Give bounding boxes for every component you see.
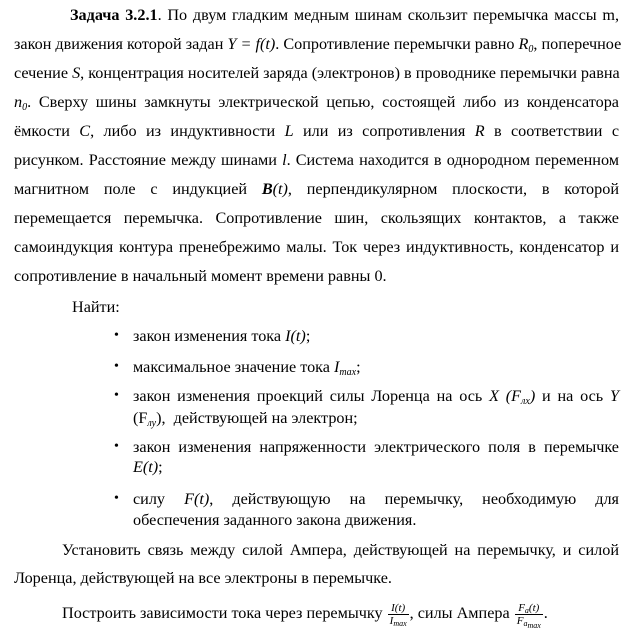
find-item-electric-field-cont: E(t); <box>133 458 163 476</box>
task-line-3: сечение S, концентрация носителей заряда (электронов) в проводнике перемычки равна <box>14 64 620 82</box>
task-line-5: ёмкости C, либо из индуктивности L или из сопротивления R в соответствии с <box>14 122 620 140</box>
find-item-electric-field: закон изменения напряженности электрического поля в перемычке <box>133 438 619 456</box>
find-item-max-current: максимальное значение тока $I_{max}$; <box>133 358 361 378</box>
task-line-4: $n_0$. Сверху шины замкнуты электрической цепью, состоящей либо из конденсатора <box>14 93 619 113</box>
find-item-force-cont: обеспечения заданного закона движения. <box>133 511 417 529</box>
find-label: Найти: <box>72 298 120 316</box>
relation-line-2: Лоренца, действующей на все электроны в перемычке. <box>14 569 392 587</box>
task-title: Задача 3.2.1 <box>70 6 158 24</box>
motion-law-formula: Y = f(t) <box>227 35 276 53</box>
task-line-1: Задача 3.2.1. По двум гладким медным шинам скользит перемычка массы m, <box>70 6 619 24</box>
plot-line: Построить зависимости тока через перемычку $\frac{I(t)}{I_{max}}$ , силы Ампера $\frac{F_a(t)}{F_{a_{max}}}$ . <box>62 601 548 630</box>
bullet-icon: • <box>114 491 119 506</box>
find-item-lorentz-projections: закон изменения проекций силы Лоренца на ось X $(F_{лх})$ и на ось Y <box>133 387 619 407</box>
relation-line-1: Установить связь между силой Ампера, действующей на перемычку, и силой <box>62 541 619 559</box>
find-item-current-law: закон изменения тока I(t); <box>133 327 311 345</box>
bullet-icon: • <box>114 388 119 403</box>
bullet-icon: • <box>114 359 119 374</box>
task-line-7: магнитном поле с индукцией B(t), перпендикулярном плоскости, в которой <box>14 180 620 198</box>
bullet-icon: • <box>114 439 119 454</box>
find-item-lorentz-projections-cont: $(F_{лу})$, действующей на электрон; <box>133 409 358 429</box>
task-line-10: сопротивление в начальный момент времени равны 0. <box>14 267 387 285</box>
task-line-9: самоиндукция контура пренебрежимо малы. Ток через индуктивность, конденсатор и <box>14 238 619 256</box>
find-item-force: силу F(t), действующую на перемычку, необходимую для <box>133 490 619 508</box>
task-line-8: перемещается перемычка. Сопротивление шин, скользящих контактов, а также <box>14 209 619 227</box>
ampere-force-ratio-fraction: $\frac{F_a(t)}{F_{a_{max}}}$ <box>516 601 541 630</box>
bullet-icon: • <box>114 328 119 343</box>
current-ratio-fraction: $\frac{I(t)}{I_{max}}$ <box>389 601 407 628</box>
task-line-6: рисунком. Расстояние между шинами l. Система находится в однородном переменном <box>14 151 619 169</box>
task-line-2: закон движения которой задан Y = f(t). Сопротивление перемычки равно $R_0$, поперечное <box>14 35 622 55</box>
